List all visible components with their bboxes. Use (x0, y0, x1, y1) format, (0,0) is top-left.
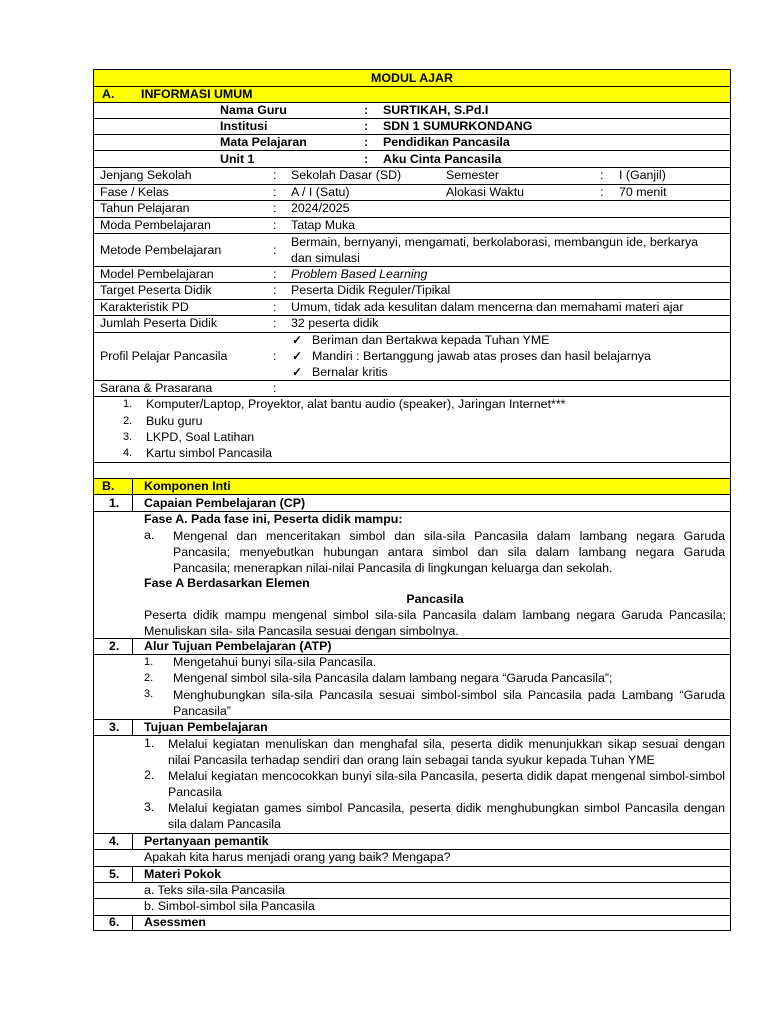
tp-title: Tujuan Pembelajaran (144, 720, 268, 734)
cp-number: 1. (109, 496, 120, 510)
list-item: Mengenal simbol sila-sila Pancasila dalam lambang negara “Garuda Pancasila”; (173, 671, 613, 685)
list-item: Kartu simbol Pancasila (146, 446, 273, 460)
info-value: Umum, tidak ada kesulitan dalam mencerna dan memahami materi ajar (291, 300, 684, 314)
section-b-header (94, 479, 730, 495)
info-row-karakteristik (94, 300, 730, 316)
materi-item-row (94, 899, 730, 916)
profil-item: Mandiri : Bertanggung jawab atas proses dan hasil belajarnya (312, 349, 651, 363)
info-label: Semester (446, 168, 500, 182)
identity-sep: : (364, 103, 369, 117)
info-row-fase (94, 185, 730, 201)
page-title: MODUL AJAR (371, 71, 453, 85)
identity-value: Aku Cinta Pancasila (383, 152, 502, 166)
identity-sep: : (364, 119, 369, 133)
info-label: Karakteristik PD (100, 300, 189, 314)
list-item: Melalui kegiatan games simbol Pancasila, peserta didik menghubungkan simbol Pancasila dengan sila dalam Pancasila (168, 801, 725, 831)
info-label: Tahun Pelajaran (100, 201, 190, 215)
info-sep: : (273, 185, 277, 199)
tp-heading-row (94, 720, 730, 736)
info-sep: : (273, 201, 277, 215)
column-divider (132, 867, 133, 882)
info-value: dan simulasi (291, 251, 360, 265)
column-divider (132, 495, 133, 511)
atp-title: Alur Tujuan Pembelajaran (ATP) (144, 639, 332, 653)
asesmen-title: Asessmen (144, 915, 206, 929)
identity-row-guru (94, 103, 730, 119)
info-row-target (94, 283, 730, 300)
info-value: I (Ganjil) (619, 168, 666, 182)
check-icon: ✓ (292, 333, 303, 347)
cp-item-a-text: Mengenal dan menceritakan simbol dan sila-sila Pancasila dalam lambang negara Garuda Pancasila; menyebutkan hubungan antara simbol dan sila dalam lambang negara Garuda Pancasila; menerapkan nilai-nilai Pancasila di lingkungan keluarga dan sekolah. (173, 529, 725, 575)
info-value: 32 peserta didik (291, 316, 379, 330)
identity-label: Institusi (220, 119, 268, 133)
sarana-list (94, 397, 730, 463)
spacer-row (94, 463, 730, 479)
info-row-moda (94, 218, 730, 234)
info-value: Peserta Didik Reguler/Tipikal (291, 283, 451, 297)
info-row-jenjang (94, 168, 730, 185)
info-sep: : (273, 267, 277, 281)
identity-row-unit (94, 151, 730, 168)
list-item: Buku guru (146, 414, 203, 428)
info-row-jumlah (94, 316, 730, 333)
materi-number: 5. (109, 867, 120, 881)
identity-value: SDN 1 SUMURKONDANG (383, 119, 533, 133)
tp-body (94, 736, 730, 834)
identity-value: SURTIKAH, S.Pd.I (383, 103, 489, 117)
info-sep: : (273, 243, 277, 257)
info-sep: : (273, 381, 277, 395)
info-row-sarana (94, 381, 730, 397)
list-item: LKPD, Soal Latihan (146, 430, 255, 444)
materi-item-row (94, 883, 730, 899)
profil-item: Beriman dan Bertakwa kepada Tuhan YME (312, 333, 550, 347)
info-label: Alokasi Waktu (446, 185, 525, 199)
identity-label: Nama Guru (220, 103, 287, 117)
info-value: Bermain, bernyanyi, mengamati, berkolaborasi, membangun ide, berkarya (291, 235, 699, 249)
document-page (93, 69, 731, 931)
info-label: Sarana & Prasarana (100, 381, 213, 395)
materi-title: Materi Pokok (144, 867, 222, 881)
info-sep: : (273, 300, 277, 314)
list-number: 1. (144, 656, 154, 668)
info-row-profil (94, 333, 730, 381)
identity-sep: : (364, 135, 369, 149)
info-label: Jumlah Peserta Didik (100, 316, 218, 330)
info-value: Tatap Muka (291, 218, 356, 232)
info-label: Fase / Kelas (100, 185, 169, 199)
column-divider (132, 479, 133, 494)
info-label: Metode Pembelajaran (100, 243, 222, 257)
cp-elemen-heading: Fase A Berdasarkan Elemen (144, 576, 310, 590)
info-row-metode (94, 234, 730, 267)
list-item: Menghubungkan sila-sila Pancasila sesuai simbol-simbol sila Pancasila pada Lambang “Garuda Pancasila” (173, 688, 725, 718)
tp-number: 3. (109, 720, 120, 734)
identity-value: Pendidikan Pancasila (383, 135, 510, 149)
identity-sep: : (364, 152, 369, 166)
title-row (94, 70, 730, 87)
materi-heading-row (94, 867, 730, 883)
info-sep: : (273, 218, 277, 232)
info-row-model (94, 267, 730, 283)
section-b-letter: B. (102, 479, 115, 493)
section-a-header (94, 87, 730, 103)
asesmen-number: 6. (109, 915, 120, 929)
info-value: 2024/2025 (291, 201, 350, 215)
info-value: A / I (Satu) (291, 185, 350, 199)
list-number: 3. (144, 800, 155, 814)
cp-elemen-text: Peserta didik mampu mengenal simbol sila-sila Pancasila dalam lambang negara Garuda Pancasila; Menuliskan sila- sila Pancasila sesuai dengan simbolnya. (144, 608, 726, 638)
list-item: Melalui kegiatan mencocokkan bunyi sila-sila Pancasila, peserta didik dapat mengenal simbol-simbol Pancasila (168, 769, 725, 799)
identity-row-mapel (94, 135, 730, 151)
info-value: Sekolah Dasar (SD) (291, 168, 402, 182)
atp-body (94, 655, 730, 720)
identity-label: Unit 1 (220, 152, 255, 166)
section-a-letter: A. (102, 87, 115, 101)
list-number: 2. (123, 415, 133, 427)
section-b-title: Komponen Inti (144, 479, 231, 493)
column-divider (132, 916, 133, 931)
list-number: 3. (144, 688, 154, 700)
check-icon: ✓ (292, 365, 303, 379)
cp-heading-row (94, 495, 730, 512)
list-item: Komputer/Laptop, Proyektor, alat bantu audio (speaker), Jaringan Internet*** (146, 397, 566, 411)
list-item: Melalui kegiatan menuliskan dan menghafal sila, peserta didik menunjukkan sikap sesuai dengan nilai Pancasila terhadap sendiri dan orang lain sebagai tanda syukur kepada Tuhan YME (168, 737, 725, 767)
section-a-title: INFORMASI UMUM (141, 87, 253, 101)
asesmen-heading-row (94, 916, 730, 931)
cp-title: Capaian Pembelajaran (CP) (144, 496, 306, 510)
column-divider (132, 720, 133, 735)
info-sep: : (600, 185, 604, 199)
cp-elemen-name: Pancasila (406, 592, 464, 606)
info-label: Jenjang Sekolah (100, 168, 192, 182)
cp-body (94, 512, 730, 639)
atp-number: 2. (109, 639, 120, 653)
info-label: Profil Pelajar Pancasila (100, 349, 228, 363)
info-value: Problem Based Learning (291, 267, 428, 281)
pemantik-body (94, 850, 730, 867)
list-number: a. (144, 528, 155, 542)
list-number: 3. (123, 431, 133, 443)
info-value: 70 menit (619, 185, 667, 199)
info-sep: : (600, 168, 604, 182)
list-item: Mengetahui bunyi sila-sila Pancasila. (173, 655, 377, 669)
info-row-tahun (94, 201, 730, 218)
profil-item: Bernalar kritis (312, 365, 388, 379)
list-number: 4. (123, 447, 133, 459)
list-number: 2. (144, 768, 155, 782)
pemantik-text: Apakah kita harus menjadi orang yang baik? Mengapa? (144, 850, 451, 864)
identity-row-institusi (94, 119, 730, 135)
check-icon: ✓ (292, 349, 303, 363)
list-number: 2. (144, 672, 154, 684)
identity-label: Mata Pelajaran (220, 135, 307, 149)
list-number: 1. (144, 736, 155, 750)
info-label: Target Peserta Didik (100, 283, 212, 297)
info-sep: : (273, 168, 277, 182)
info-sep: : (273, 349, 277, 363)
info-sep: : (273, 316, 277, 330)
info-label: Moda Pembelajaran (100, 218, 211, 232)
column-divider (132, 834, 133, 849)
atp-heading-row (94, 639, 730, 655)
info-label: Model Pembelajaran (100, 267, 214, 281)
pemantik-number: 4. (109, 834, 120, 848)
materi-item: b. Simbol-simbol sila Pancasila (144, 899, 315, 913)
info-sep: : (273, 283, 277, 297)
column-divider (132, 639, 133, 654)
pemantik-title: Pertanyaan pemantik (144, 834, 269, 848)
cp-fase-heading: Fase A. Pada fase ini, Peserta didik mampu: (144, 512, 403, 526)
materi-item: a. Teks sila-sila Pancasila (144, 883, 285, 897)
pemantik-heading-row (94, 834, 730, 850)
list-number: 1. (123, 398, 133, 410)
